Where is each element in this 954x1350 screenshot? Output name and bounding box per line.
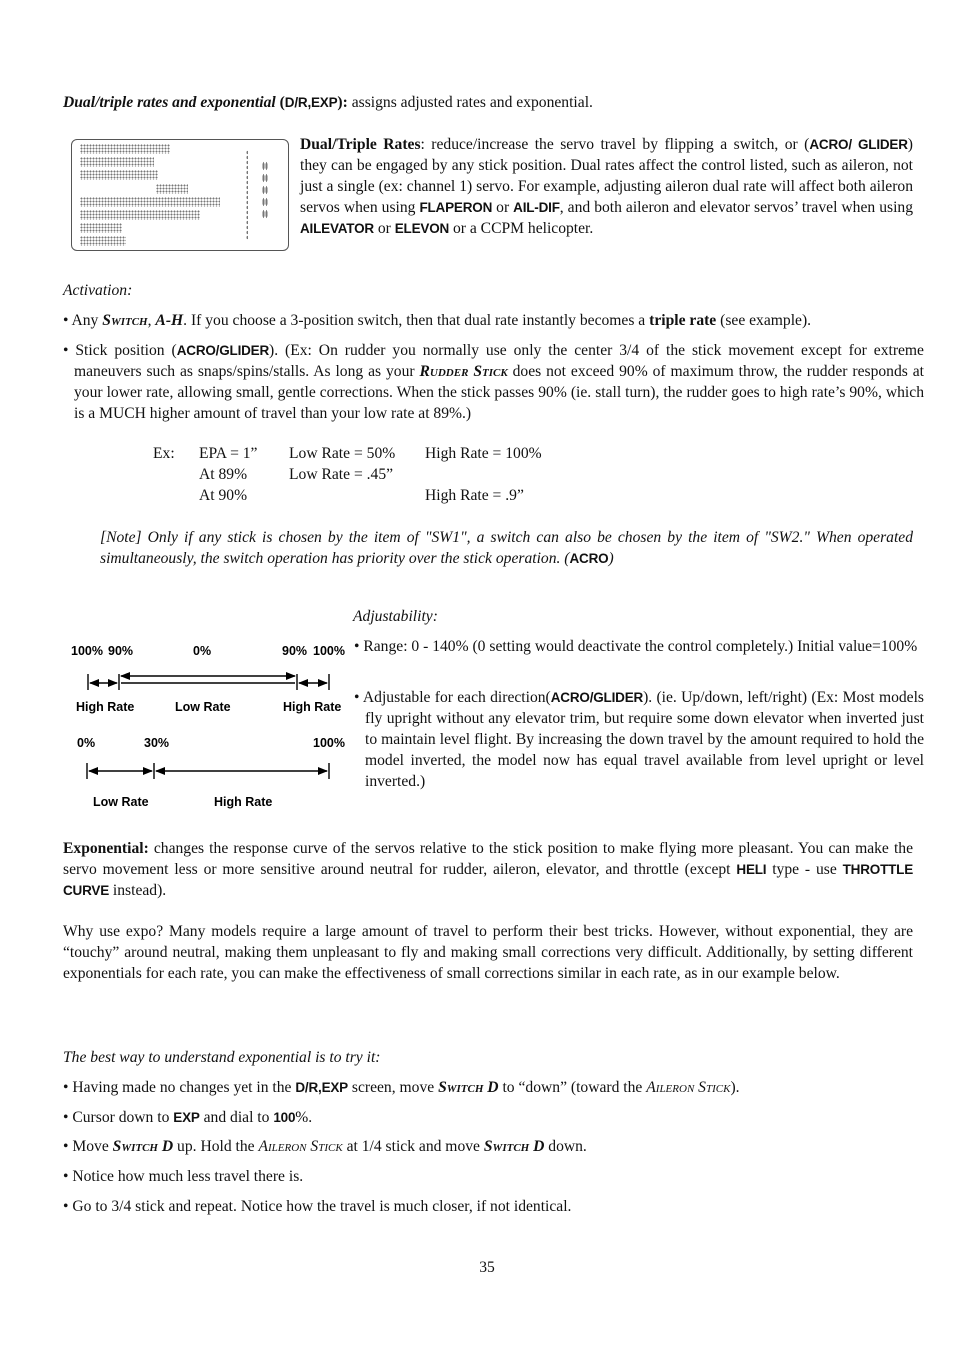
why-expo-paragraph: Why use expo? Many models require a large amount of travel to perform their best tricks. However, without exponential, they are “touchy” around neutral, making them unpleasant to fly and making small corrections very difficult. Additionally, by setting different exponentials for each rate, you can make the effectiveness of small corrections similar in each rate, as in our example below.: [63, 923, 913, 982]
bottom-tick-label: 30%: [144, 736, 170, 750]
bottom-range-label: High Rate: [214, 795, 273, 809]
activation-bullet-stick: • Stick position (ACRO/GLIDER). (Ex: On rudder you normally use only the center 3/4 of the stick movement except for extreme maneuvers such as snaps/spins/stalls. As long as your Rudder Stick does not exceed 90% of maximum throw, the rudder responds at your lower rate, allowing small, gentle corrections. When the stick passes 90% (ie. stall turn), the rudder goes to high rate’s 90%, which is a MUCH higher amount of travel than your low rate at 89%.): [63, 342, 925, 422]
top-tick-label: 0%: [193, 644, 212, 658]
bottom-range-label: Low Rate: [93, 795, 149, 809]
exponential-paragraph: Exponential: changes the response curve of the servos relative to the stick position to make flying more pleasant. You can make the servo movement less or more sensitive around neutral for rudder, aileron, elevator, and throttle (except HELI type - use THROTTLE CURVE instead).: [63, 840, 914, 899]
tryit-step: • Move Switch D up. Hold the Aileron Stick at 1/4 stick and move Switch D down.: [63, 1138, 587, 1155]
dual-rates-paragraph: Dual/Triple Rates: reduce/increase the servo travel by flipping a switch, or (ACRO/ GLIDER) they can be engaged by any stick position. Dual rates affect the control listed, such as aileron, not just a single (ex: channel 1) servo. For example, adjusting aileron dual rate will affect both aileron servos when using FLAPERON or AIL-DIF, and both aileron and elevator servos’ travel when using AILEVATOR or ELEVON or a CCPM helicopter.: [300, 136, 913, 237]
title-keyword: D/R,EXP: [284, 95, 338, 110]
example-table: [153, 443, 550, 506]
activation-heading: Activation:: [63, 282, 133, 299]
section-title: Dual/triple rates and exponential (D/R,EXP): assigns adjusted rates and exponential.: [63, 94, 593, 111]
lcd-side-marks: [262, 160, 268, 220]
adjustability-bullet-range: • Range: 0 - 140% (0 setting would deactivate the control completely.) Initial value=100%: [354, 638, 918, 655]
example-row: At 89% Low Rate = .45”: [199, 466, 394, 483]
activation-bullet-switch: • Any Switch, A-H. If you choose a 3-position switch, then that dual rate instantly becomes a triple rate (see example).: [63, 312, 812, 329]
top-tick-label: 90%: [108, 644, 134, 658]
tryit-heading: The best way to understand exponential is to try it:: [63, 1049, 381, 1066]
tryit-step: • Notice how much less travel there is.: [63, 1168, 304, 1185]
tryit-step: • Having made no changes yet in the D/R,EXP screen, move Switch D to “down” (toward the Aileron Stick).: [63, 1079, 740, 1096]
bottom-tick-label: 0%: [77, 736, 96, 750]
top-tick-label: 100%: [71, 644, 103, 658]
tryit-step: • Cursor down to EXP and dial to 100%.: [63, 1109, 313, 1126]
title-italic: Dual/triple rates and exponential: [63, 94, 276, 111]
note-paragraph: [Note] Only if any stick is chosen by the item of "SW1", a switch can also be chosen by the item of "SW2." When operated simultaneously, the switch operation has priority over the stick operation. (ACRO): [100, 529, 913, 567]
top-range-label: High Rate: [283, 700, 342, 714]
top-range-label: High Rate: [76, 700, 135, 714]
top-tick-label: 100%: [313, 644, 345, 658]
example-row: Ex: EPA = 1” Low Rate = 50% High Rate = 100%: [153, 445, 542, 462]
bottom-tick-label: 100%: [313, 736, 345, 750]
example-row: At 90% High Rate = .9”: [199, 487, 524, 504]
top-tick-label: 90%: [282, 644, 308, 658]
page-number: 35: [479, 1259, 495, 1276]
lcd-scale-marks: [246, 150, 248, 240]
lcd-screen-image: [71, 139, 289, 251]
tryit-step: • Go to 3/4 stick and repeat. Notice how the travel is much closer, if not identical.: [63, 1198, 572, 1215]
rate-diagram: [63, 635, 353, 820]
top-range-label: Low Rate: [175, 700, 231, 714]
adjustability-bullet-direction: • Adjustable for each direction(ACRO/GLIDER). (ie. Up/down, left/right) (Ex: Most models fly upright without any elevator trim, but require some down elevator when inverted just to maintain level flight. By increasing the down travel by the amount required to hold the model inverted, the model now has equal travel available from level upright or level inverted.): [354, 689, 924, 790]
adjustability-heading: Adjustability:: [353, 608, 438, 625]
